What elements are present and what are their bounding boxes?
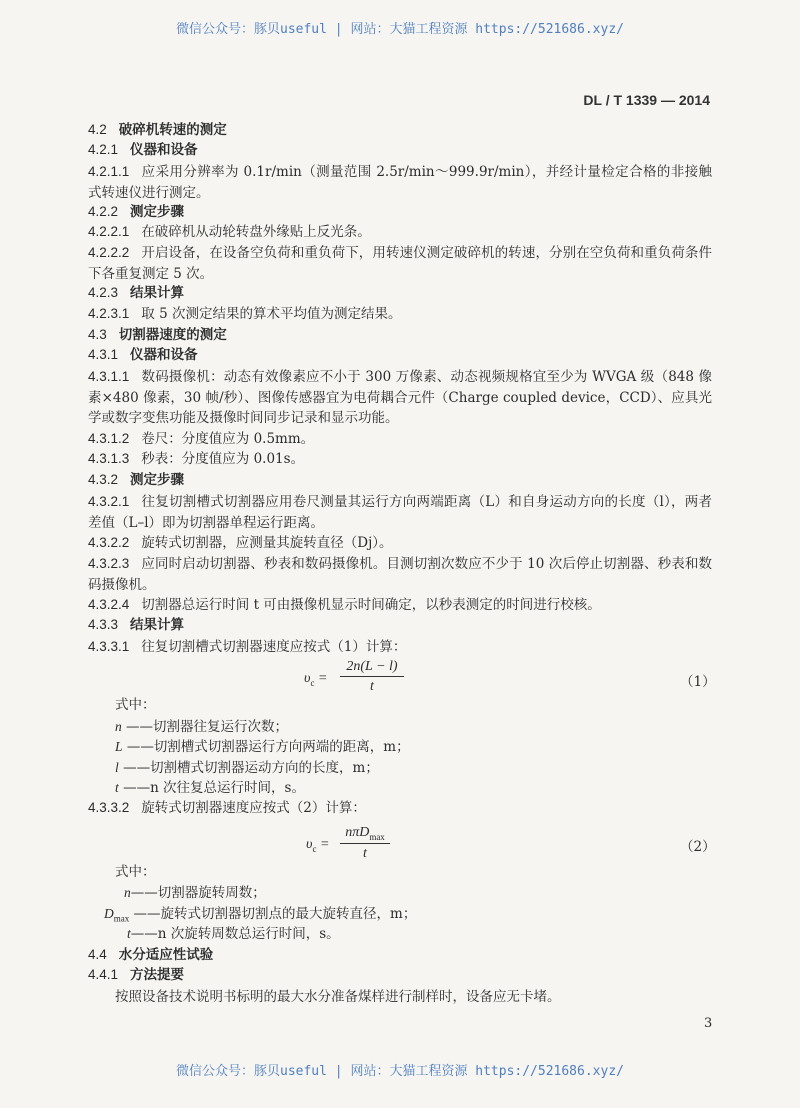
heading-4-2-3: 4.2.3 结果计算 [88, 285, 185, 301]
clause-4-3-1-3: 4.3.1.3 秒表：分度值应为 0.01s。 [88, 451, 305, 467]
clause-4-4-1-text: 按照设备技术说明书标明的最大水分准备煤样进行制样时，设备应无卡堵。 [115, 989, 561, 1005]
equation-1-lhs: $\upsilon_c$ = [304, 671, 328, 688]
equation-1-numerator: 2n(L − l) [340, 659, 404, 677]
heading-4-4: 4.4 水分适应性试验 [88, 947, 214, 963]
watermark-footer: 微信公众号：豚贝useful | 网站：大猫工程资源 https://521686.xyz/ [176, 1064, 624, 1079]
clause-4-3-3-1: 4.3.3.1 往复切割槽式切割器速度应按式（1）计算： [88, 639, 407, 655]
equation-2-label: （2） [680, 839, 716, 855]
clause-4-3-1-1: 4.3.1.1 数码摄像机：动态有效像素应不小于 300 万像素、动态视频规格宜至少为 WVGA 级（848 像素×480 像素，30 帧/秒）、图像传感器宜为电荷耦合元件（Charge coupled device，CCD）、应具光学或数字变焦功能及摄像时间同步记录和显示功能。 [88, 369, 712, 426]
where-2-item: t——n 次旋转周数总运行时间，s。 [127, 926, 340, 942]
clause-4-3-2-3: 4.3.2.3 应同时启动切割器、秒表和数码摄像机。目测切割次数应不少于 10 次后停止切割器、秒表和数码摄像机。 [88, 556, 712, 593]
clause-4-3-2-1: 4.3.2.1 往复切割槽式切割器应用卷尺测量其运行方向两端距离（L）和自身运动方向的长度（l），两者差值（L–l）即为切割器单程运行距离。 [88, 494, 712, 531]
clause-4-2-1-1: 4.2.1.1 应采用分辨率为 0.1r/min（测量范围 2.5r/min～999.9r/min），并经计量检定合格的非接触式转速仪进行测定。 [88, 164, 712, 201]
heading-4-2: 4.2 破碎机转速的测定 [88, 122, 227, 138]
equation-1-denominator: t [370, 679, 374, 694]
heading-4-3: 4.3 切割器速度的测定 [88, 327, 227, 343]
heading-4-2-1: 4.2.1 仪器和设备 [88, 142, 198, 158]
heading-4-3-3: 4.3.3 结果计算 [88, 617, 185, 633]
equation-2-numerator: nπD$_{max}$ [340, 825, 390, 844]
heading-4-3-2: 4.3.2 测定步骤 [88, 472, 185, 488]
heading-4-3-1: 4.3.1 仪器和设备 [88, 347, 198, 363]
equation-1-label: （1） [680, 674, 716, 690]
watermark-header: 微信公众号：豚贝useful | 网站：大猫工程资源 https://521686.xyz/ [176, 22, 624, 37]
where-1-intro: 式中： [115, 697, 156, 713]
where-1-item: t ——n 次往复总运行时间，s。 [115, 780, 305, 796]
clause-4-3-1-2: 4.3.1.2 卷尺：分度值应为 0.5mm。 [88, 431, 315, 447]
where-1-item: l ——切割槽式切割器运动方向的长度，m； [115, 760, 379, 776]
clause-4-2-3-1: 4.2.3.1 取 5 次测定结果的算术平均值为测定结果。 [88, 306, 402, 322]
clause-4-3-3-2: 4.3.3.2 旋转式切割器速度应按式（2）计算： [88, 800, 366, 816]
equation-1-fraction [340, 659, 404, 695]
clause-4-2-2-1: 4.2.2.1 在破碎机从动轮转盘外缘贴上反光条。 [88, 224, 371, 240]
document-id: DL / T 1339 — 2014 [583, 92, 710, 108]
where-1-item: L ——切割槽式切割器运行方向两端的距离，m； [115, 739, 410, 755]
page-number: 3 [704, 1016, 713, 1031]
equation-2-lhs: $\upsilon_c$ = [306, 837, 330, 854]
clause-4-3-2-2: 4.3.2.2 旋转式切割器，应测量其旋转直径（Dj）。 [88, 535, 393, 551]
where-1-item: n ——切割器往复运行次数； [115, 719, 289, 735]
where-2-intro: 式中： [115, 864, 156, 880]
equation-2-denominator: t [363, 845, 367, 861]
where-2-item: $D_{max}$ ——旋转式切割器切割点的最大旋转直径，m； [104, 906, 417, 924]
clause-4-3-2-4: 4.3.2.4 切割器总运行时间 t 可由摄像机显示时间确定，以秒表测定的时间进行校核。 [88, 597, 601, 613]
heading-4-2-2: 4.2.2 测定步骤 [88, 204, 185, 220]
heading-4-4-1: 4.4.1 方法提要 [88, 967, 185, 983]
where-2-item: n——切割器旋转周数； [124, 885, 266, 901]
clause-4-2-2-2: 4.2.2.2 开启设备，在设备空负荷和重负荷下，用转速仪测定破碎机的转速，分别在空负荷和重负荷条件下各重复测定 5 次。 [88, 245, 712, 282]
equation-2-fraction [340, 825, 390, 862]
